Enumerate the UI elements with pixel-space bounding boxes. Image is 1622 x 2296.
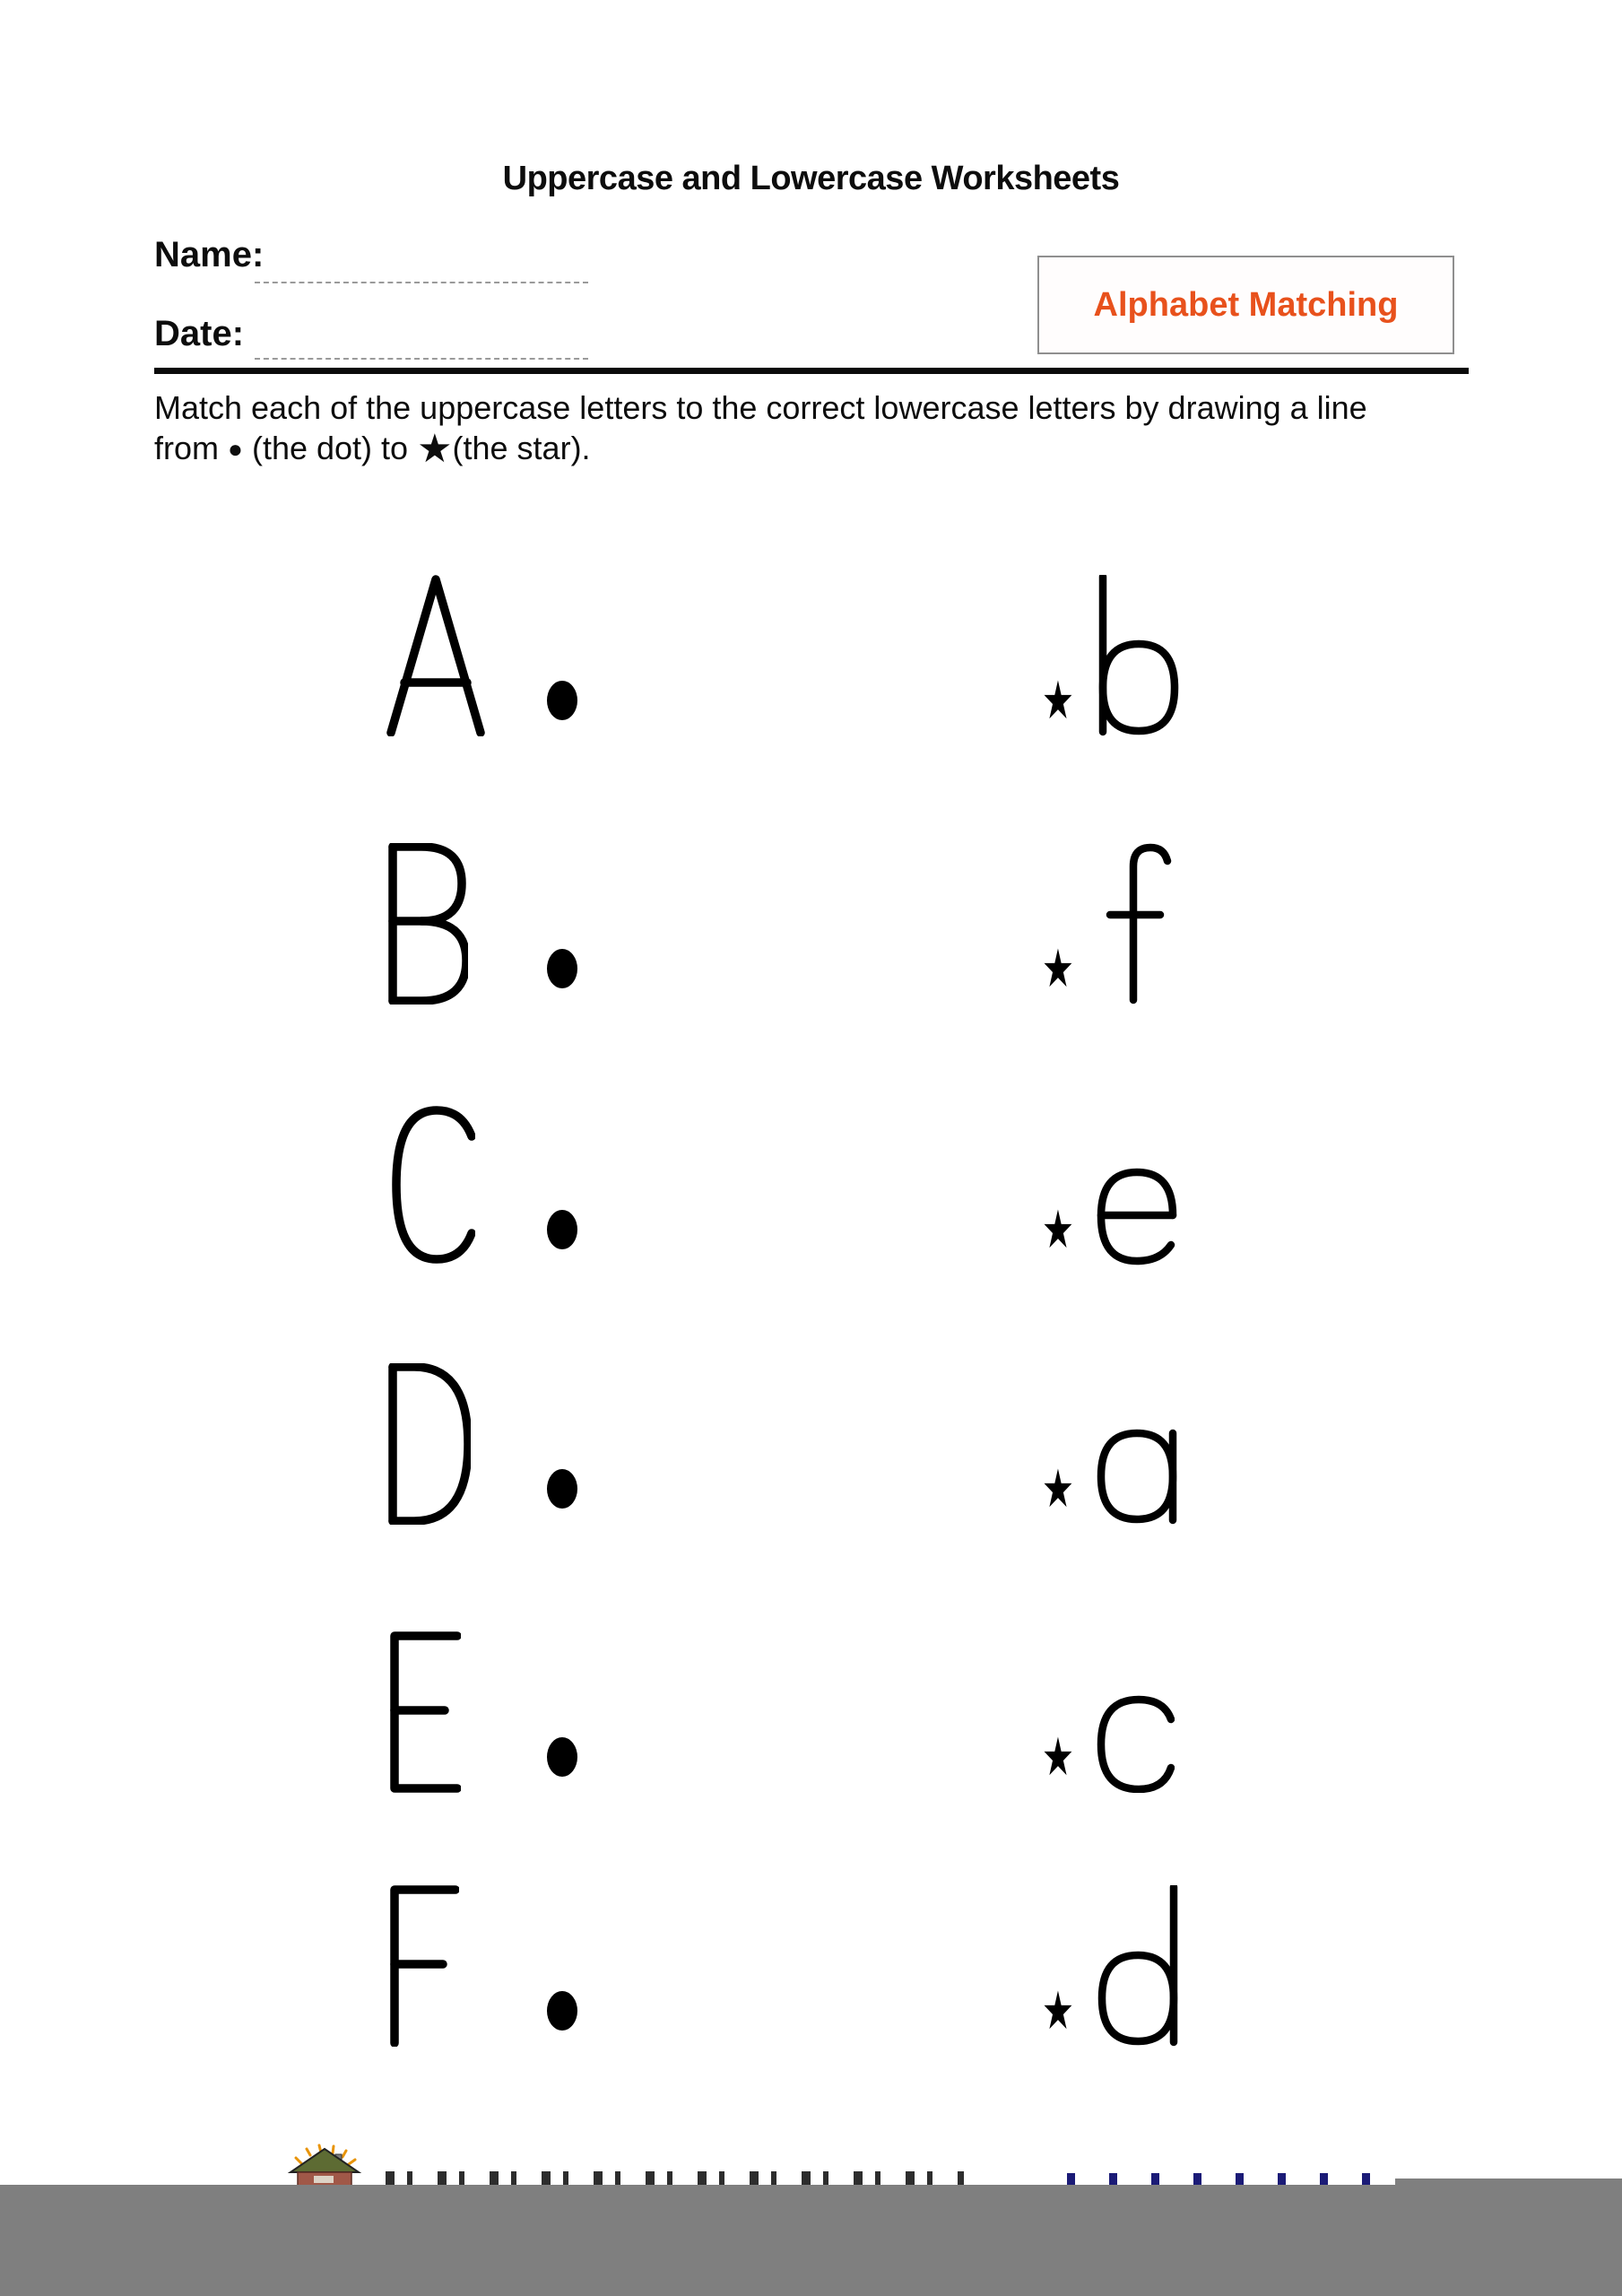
uppercase-letter-A xyxy=(386,575,486,736)
logo-roof xyxy=(291,2149,359,2172)
badge-label: Alphabet Matching xyxy=(1093,285,1399,324)
lowercase-letter-b xyxy=(1096,575,1181,736)
star-marker-d[interactable]: ★ xyxy=(1041,1980,1075,2040)
name-label: Name: xyxy=(154,235,265,274)
star-marker-e[interactable]: ★ xyxy=(1041,1199,1075,1259)
lowercase-letter-d xyxy=(1096,1885,1181,2047)
lowercase-letter-f xyxy=(1096,843,1172,1004)
instructions-line2-suffix: (the star). xyxy=(452,430,591,466)
footer-obscured-link-text xyxy=(1067,2173,1397,2186)
dot-symbol-inline: ● xyxy=(228,435,243,463)
lowercase-letter-e xyxy=(1096,1104,1178,1265)
star-marker-c[interactable]: ★ xyxy=(1041,1726,1075,1787)
page-title: Uppercase and Lowercase Worksheets xyxy=(502,160,1120,197)
dot-marker-E[interactable] xyxy=(547,1737,577,1777)
footer-overlay xyxy=(0,2185,1622,2296)
instructions-line2-prefix: from xyxy=(154,430,219,466)
logo-sign xyxy=(314,2176,334,2183)
match-row-E xyxy=(0,1631,1622,1797)
star-marker-f[interactable]: ★ xyxy=(1041,938,1075,998)
uppercase-letter-F xyxy=(386,1885,459,2047)
uppercase-letter-B xyxy=(386,843,468,1004)
uppercase-letter-D xyxy=(386,1363,471,1525)
instructions-line2-mid: (the dot) to xyxy=(251,430,409,466)
match-row-B xyxy=(0,843,1622,1009)
match-row-A xyxy=(0,575,1622,741)
date-label: Date: xyxy=(154,314,245,353)
star-marker-b[interactable]: ★ xyxy=(1041,670,1075,730)
match-row-D xyxy=(0,1363,1622,1529)
dot-marker-B[interactable] xyxy=(547,949,577,988)
lowercase-letter-a xyxy=(1096,1363,1178,1525)
dot-marker-C[interactable] xyxy=(547,1210,577,1249)
lowercase-letter-c xyxy=(1096,1631,1175,1793)
star-marker-a[interactable]: ★ xyxy=(1041,1458,1075,1518)
match-row-F xyxy=(0,1885,1622,2051)
uppercase-letter-C xyxy=(386,1104,475,1265)
dot-marker-D[interactable] xyxy=(547,1469,577,1509)
star-symbol-inline: ★ xyxy=(417,427,453,471)
instructions-line1: Match each of the uppercase letters to the correct lowercase letters by drawing a line xyxy=(154,389,1367,426)
dot-marker-A[interactable] xyxy=(547,681,577,720)
uppercase-letter-E xyxy=(386,1631,461,1793)
dot-marker-F[interactable] xyxy=(547,1991,577,2031)
match-row-C xyxy=(0,1104,1622,1270)
